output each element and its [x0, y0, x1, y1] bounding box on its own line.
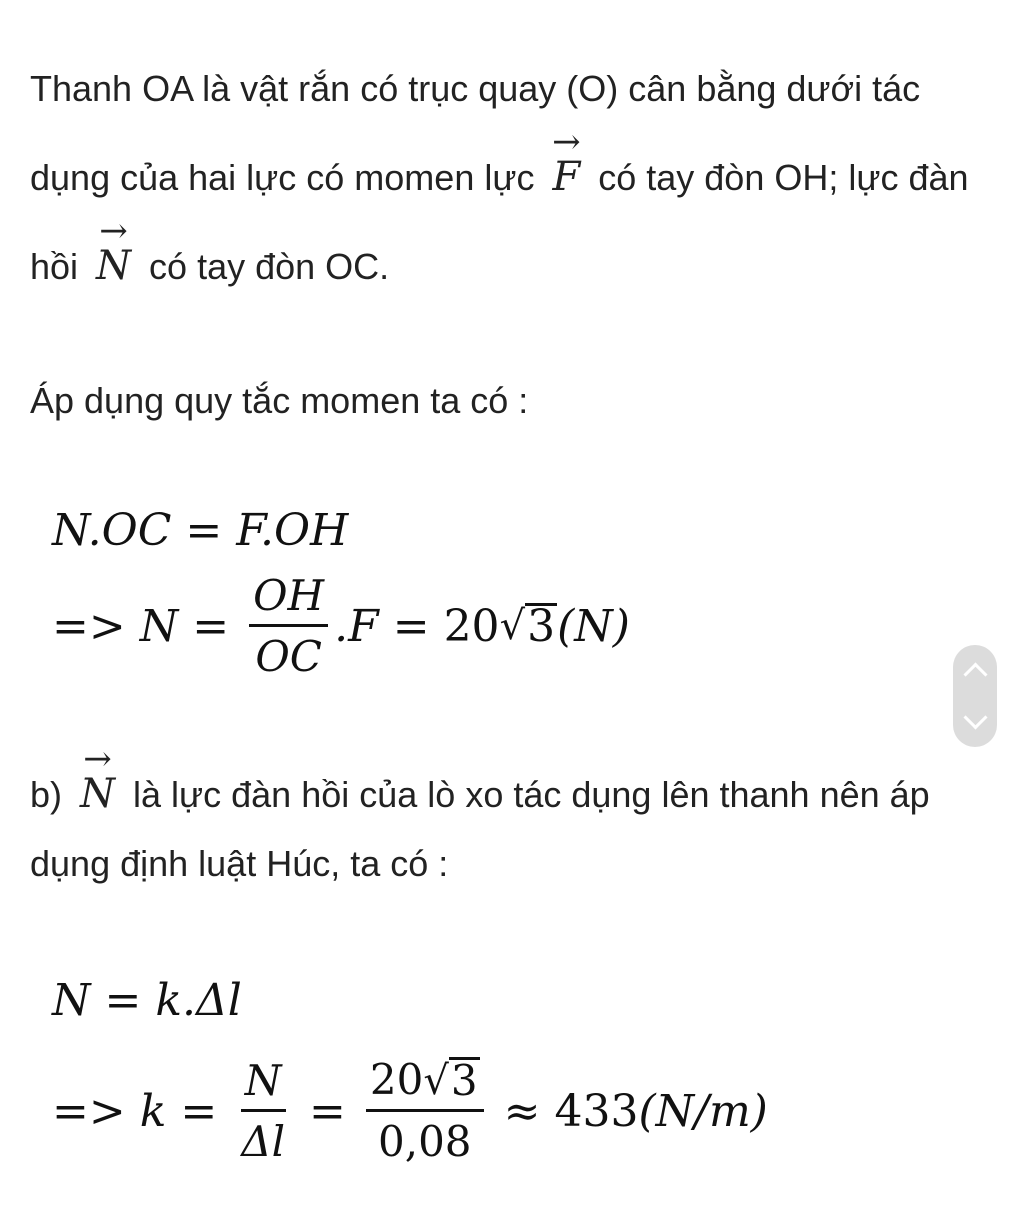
equation-moment-balance: N.OC = F.OH: [52, 504, 349, 556]
scroll-control: [953, 645, 997, 747]
scroll-down-button[interactable]: [953, 697, 997, 747]
vector-arrow-icon: →: [552, 122, 581, 162]
square-root: √ 3: [499, 601, 556, 652]
paragraph-hooke: [30, 739, 1000, 898]
fraction-oh-oc: $\frac{OH}{OC}$: [249, 572, 328, 681]
paragraph-intro: [30, 44, 1000, 311]
fraction-value: 20 √ 3 0,08: [366, 1056, 484, 1166]
paragraph-hooke-text: là lực đàn hồi của lò xo tác dụng lên thanh nên áp dụng định luật Húc, ta có :: [30, 774, 930, 884]
vector-arrow-icon: →: [99, 211, 128, 251]
vector-f: → F: [548, 157, 584, 197]
paragraph-hooke-prefix: b): [30, 774, 73, 815]
radical-icon: √: [423, 1058, 449, 1104]
paragraph-intro-text-a: Thanh OA là vật rắn có trục quay (O) cân bằng dưới tác dụng của hai lực có momen lực: [30, 68, 921, 198]
equation-k-result: => k = $\frac{N}{\Delta l}$ = 20 √ 3 0,08 ≈ 433 (N/m): [52, 1055, 768, 1166]
vector-arrow-icon: →: [83, 739, 112, 779]
chevron-down-icon: [963, 705, 987, 729]
chevron-up-icon: [963, 662, 987, 686]
paragraph-intro-text-b: có tay đòn OH; lực đàn hồi: [30, 157, 969, 287]
square-root: √ 3: [423, 1056, 478, 1105]
equation-n-result: => N = $\frac{OH}{OC}$ .F = 20 √ 3 (N): [52, 570, 630, 681]
vector-n: → N: [92, 246, 135, 286]
paragraph-intro-text-c: có tay đòn OC.: [139, 246, 390, 287]
radical-icon: √: [499, 603, 526, 649]
equation-hooke-law: N = k.Δl: [52, 974, 242, 1026]
vector-n: → N: [76, 774, 119, 814]
scroll-up-button[interactable]: [953, 646, 997, 696]
paragraph-apply-rule: Áp dụng quy tắc momen ta có :: [30, 380, 529, 421]
fraction-n-dl: $\frac{N}{\Delta l}$: [241, 1055, 286, 1166]
